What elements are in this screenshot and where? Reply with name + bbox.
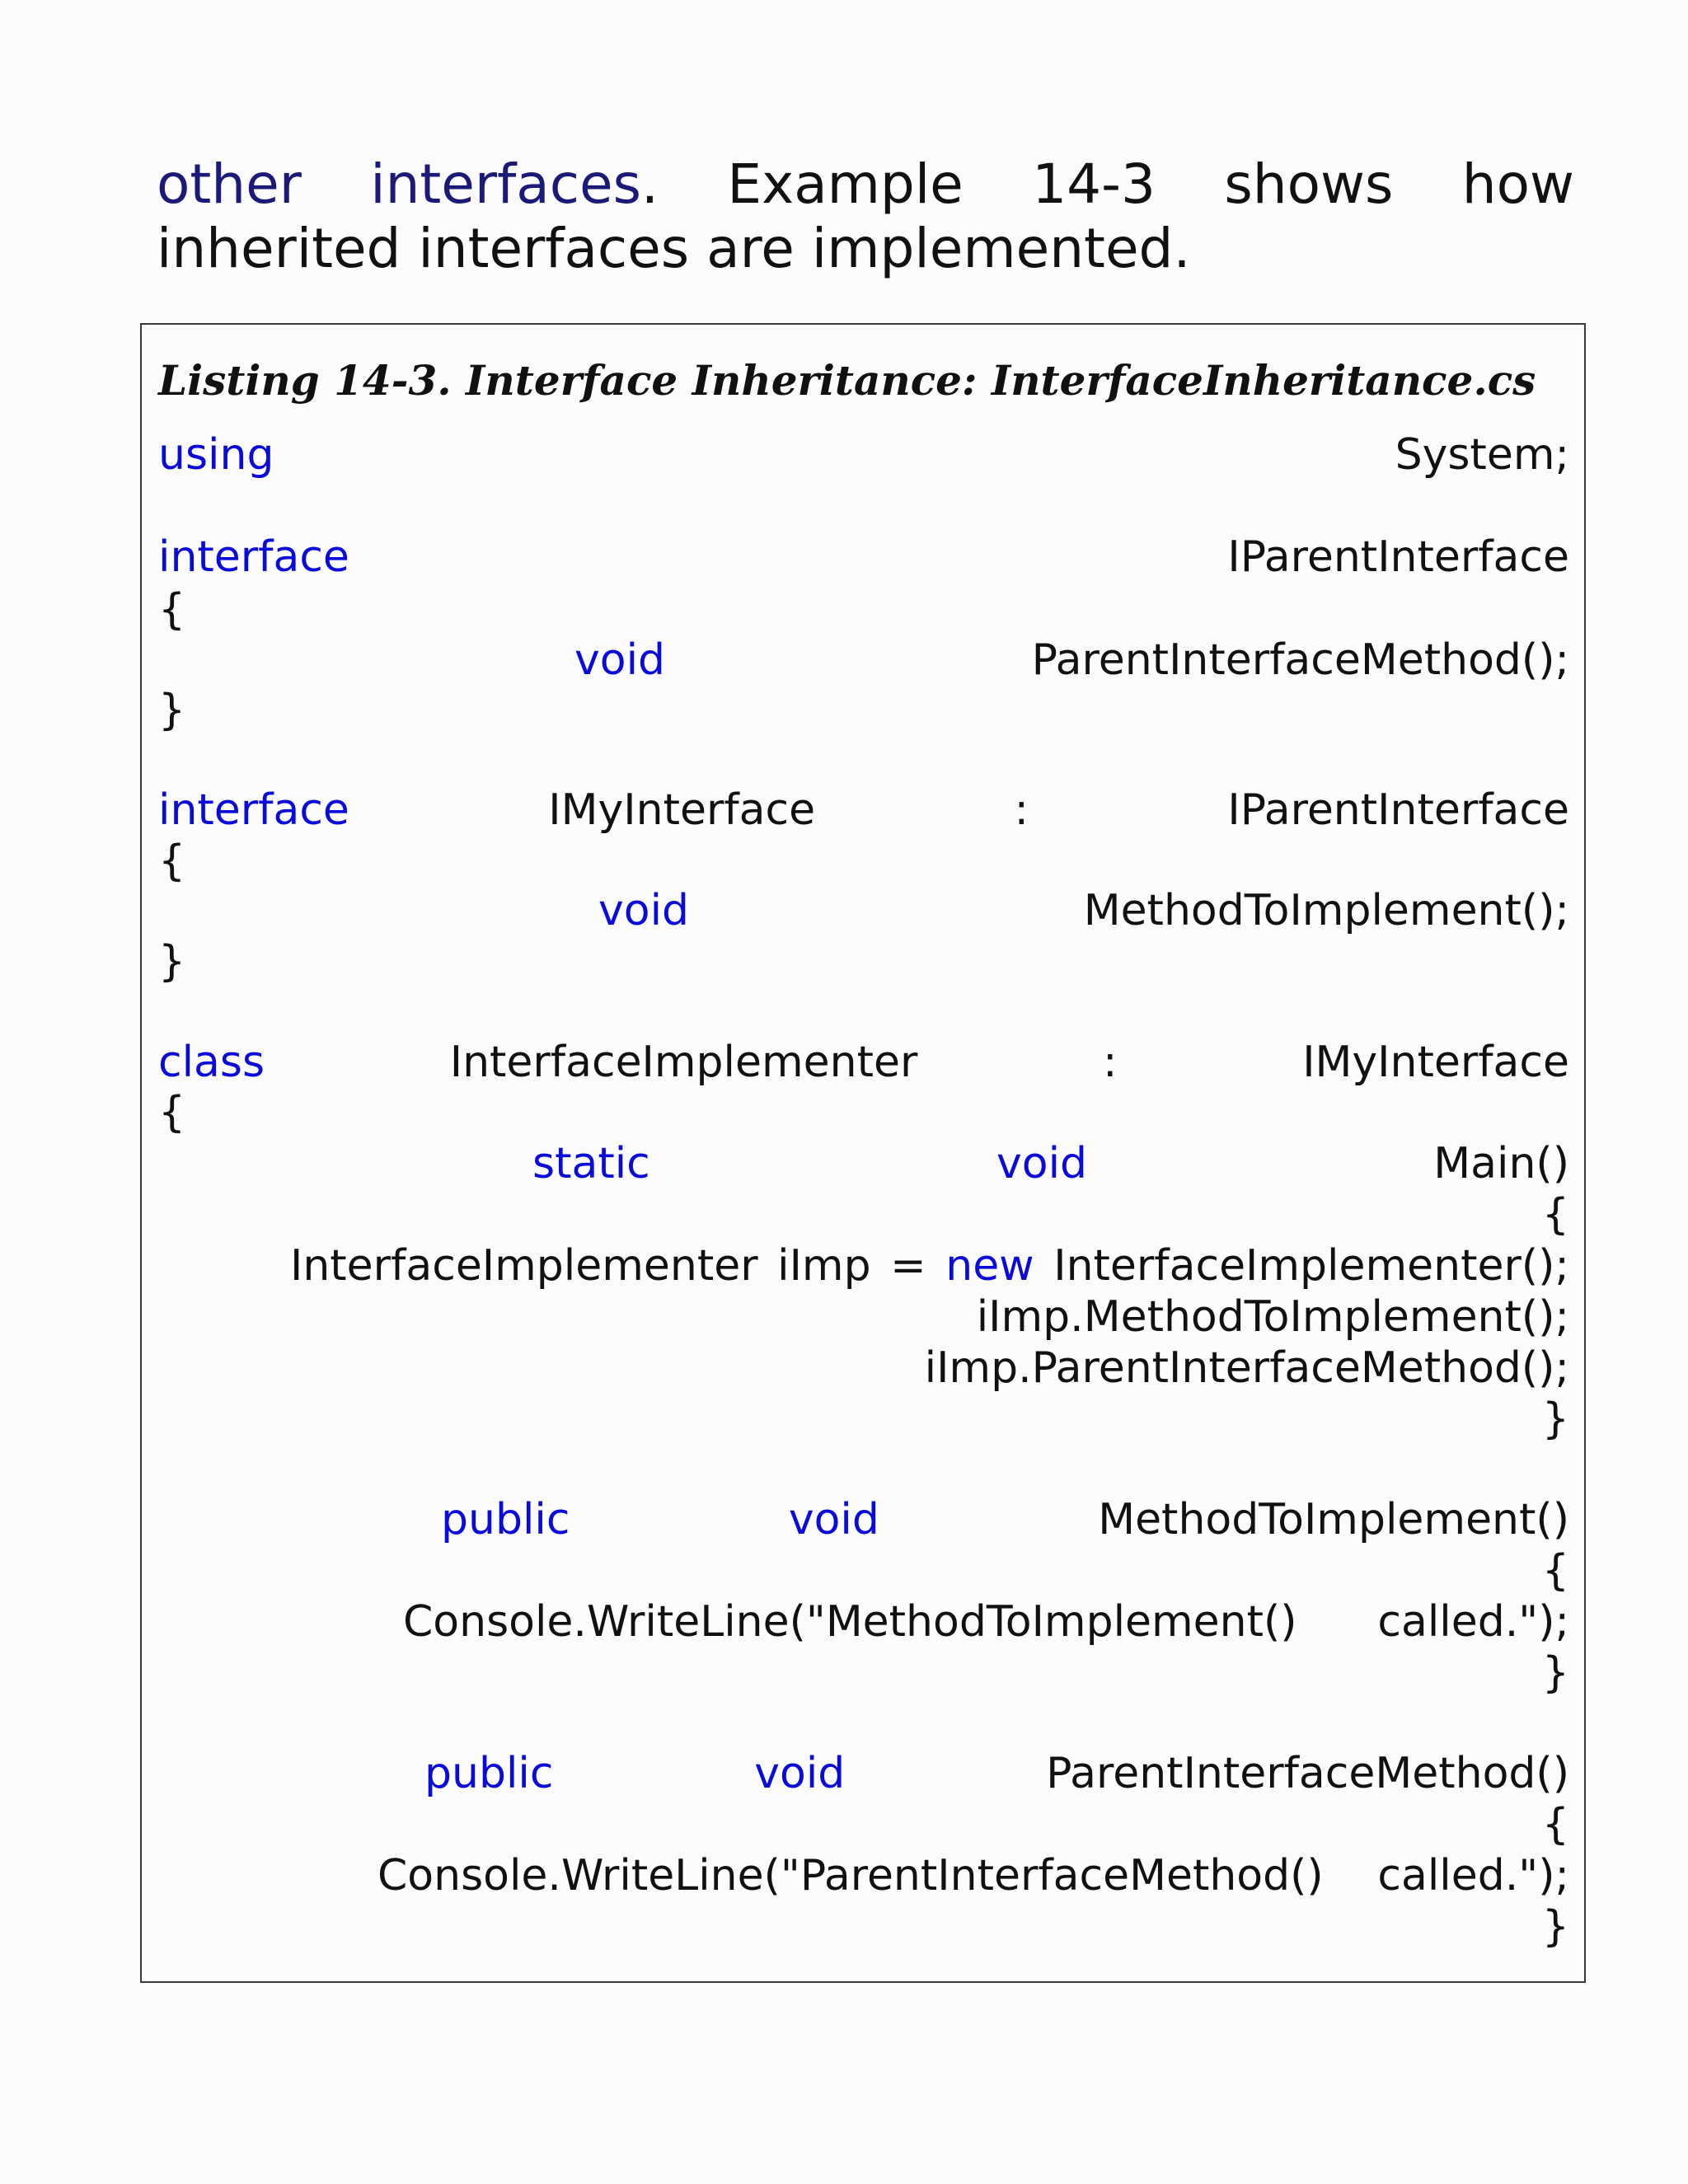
code-token: called."); bbox=[1377, 1597, 1569, 1647]
code-token: ParentInterfaceMethod() bbox=[1046, 1749, 1569, 1798]
code-token: called."); bbox=[1377, 1851, 1569, 1900]
intro-text: . Example 14-3 shows how inherited interfaces are implemented. bbox=[157, 152, 1574, 280]
code-keyword: interface bbox=[158, 785, 349, 835]
code-token: { bbox=[1541, 1190, 1569, 1240]
code-token: : bbox=[1103, 1038, 1118, 1087]
class-decl-line bbox=[158, 1037, 1569, 1088]
instantiation-line bbox=[290, 1240, 1569, 1291]
open-brace-line bbox=[158, 1189, 1569, 1240]
close-brace-line bbox=[158, 936, 1569, 987]
code-token: } bbox=[158, 937, 186, 987]
code-token: ParentInterfaceMethod(); bbox=[1031, 635, 1569, 685]
code-keyword: public bbox=[441, 1495, 570, 1544]
interfaces-link[interactable]: other interfaces bbox=[157, 152, 642, 216]
code-token: Main() bbox=[1433, 1139, 1569, 1188]
code-token: { bbox=[1541, 1800, 1569, 1849]
intro-paragraph bbox=[157, 152, 1574, 281]
code-keyword: interface bbox=[158, 532, 349, 582]
public-parent-method-line bbox=[424, 1748, 1569, 1799]
public-method-line bbox=[441, 1494, 1569, 1545]
writeline-line bbox=[403, 1596, 1569, 1647]
code-keyword: void bbox=[754, 1749, 846, 1798]
code-token: { bbox=[158, 585, 186, 635]
code-keyword: void bbox=[788, 1495, 879, 1544]
listing-caption: Listing 14-3. Interface Inheritance: InterfaceInheritance.cs bbox=[158, 356, 1536, 405]
code-token: iImp.MethodToImplement(); bbox=[976, 1292, 1569, 1342]
open-brace-line bbox=[158, 1545, 1569, 1596]
close-brace-line bbox=[158, 685, 1569, 736]
code-token: IMyInterface bbox=[1302, 1038, 1569, 1087]
method-call-line bbox=[158, 1291, 1569, 1343]
code-token: } bbox=[158, 686, 186, 735]
interface-iparent-line bbox=[158, 532, 1569, 583]
interface-imy-line bbox=[158, 785, 1569, 836]
code-listing-box bbox=[140, 323, 1586, 1983]
code-token: MethodToImplement(); bbox=[1083, 886, 1569, 935]
code-token: IParentInterface bbox=[1227, 532, 1569, 582]
code-token: : bbox=[1014, 785, 1029, 835]
code-keyword: new bbox=[945, 1241, 1034, 1291]
code-keyword: static bbox=[532, 1139, 650, 1188]
code-token: { bbox=[158, 837, 186, 886]
code-token: IParentInterface bbox=[1227, 785, 1569, 835]
close-brace-line bbox=[158, 1394, 1569, 1445]
code-keyword: void bbox=[574, 635, 666, 685]
code-keyword: public bbox=[424, 1749, 554, 1798]
code-token: InterfaceImplementer bbox=[290, 1241, 758, 1291]
code-token: { bbox=[158, 1088, 186, 1137]
code-token: } bbox=[1541, 1648, 1569, 1698]
code-token: MethodToImplement() bbox=[1098, 1495, 1569, 1544]
code-token: System; bbox=[1395, 430, 1569, 480]
method-decl-line bbox=[598, 885, 1569, 936]
code-token: = bbox=[890, 1241, 926, 1291]
code-token: InterfaceImplementer(); bbox=[1053, 1241, 1569, 1291]
code-keyword: class bbox=[158, 1038, 265, 1087]
code-token: Console.WriteLine("ParentInterfaceMethod() bbox=[377, 1851, 1324, 1900]
parent-method-decl-line bbox=[574, 635, 1569, 686]
parent-call-line bbox=[158, 1343, 1569, 1394]
using-line bbox=[158, 429, 1569, 480]
code-token: } bbox=[1541, 1394, 1569, 1444]
code-token: iImp bbox=[777, 1241, 871, 1291]
close-brace-line bbox=[158, 1647, 1569, 1699]
open-brace-line bbox=[158, 836, 1569, 887]
code-keyword: using bbox=[158, 430, 274, 480]
code-token: { bbox=[1541, 1546, 1569, 1596]
code-keyword: void bbox=[996, 1139, 1088, 1188]
open-brace-line bbox=[158, 1799, 1569, 1850]
code-token: IMyInterface bbox=[548, 785, 816, 835]
open-brace-line bbox=[158, 584, 1569, 635]
code-keyword: void bbox=[598, 886, 690, 935]
main-signature-line bbox=[532, 1138, 1569, 1189]
code-token: Console.WriteLine("MethodToImplement() bbox=[403, 1597, 1297, 1647]
code-token: } bbox=[1541, 1902, 1569, 1952]
code-token: iImp.ParentInterfaceMethod(); bbox=[924, 1343, 1569, 1393]
code-token: InterfaceImplementer bbox=[449, 1038, 918, 1087]
open-brace-line bbox=[158, 1087, 1569, 1138]
writeline-parent-line bbox=[377, 1850, 1569, 1901]
close-brace-line bbox=[158, 1901, 1569, 1952]
